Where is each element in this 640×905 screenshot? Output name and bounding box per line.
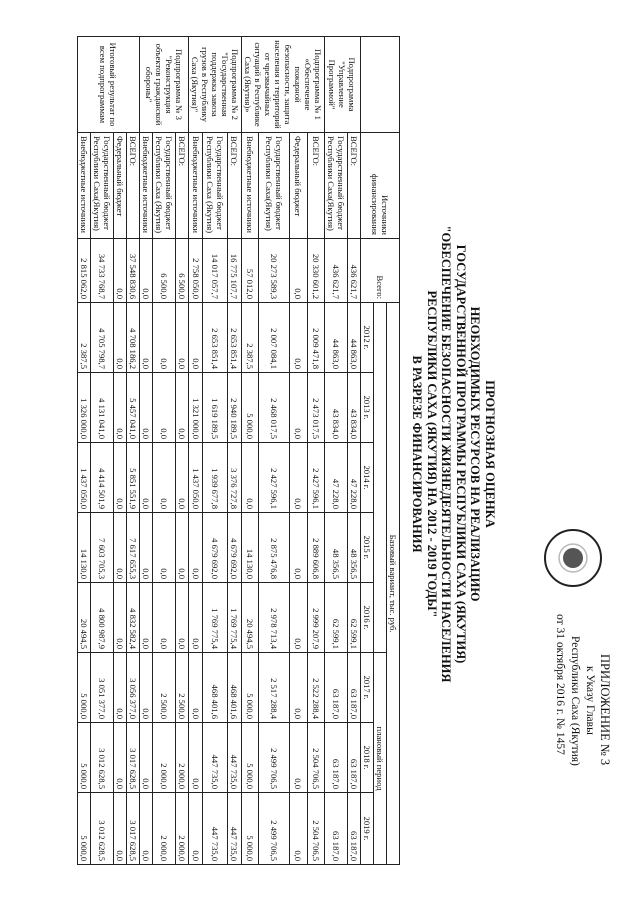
year-value-cell: 0,0 xyxy=(189,513,203,583)
year-value-cell: 0,0 xyxy=(140,373,153,443)
year-value-cell: 2 517 288,4 xyxy=(259,653,290,723)
total-value-cell: 0,0 xyxy=(140,239,153,303)
year-value-cell: 5 000,0 xyxy=(242,793,259,865)
table-row xyxy=(127,37,140,865)
total-value-cell: 14 017 057,7 xyxy=(203,239,228,303)
year-value-cell: 0,0 xyxy=(189,303,203,373)
year-value-cell: 48 356,5 xyxy=(325,513,348,583)
year-value-cell: 0,0 xyxy=(176,443,189,513)
title-line: ПРОГНОЗНАЯ ОЦЕНКА xyxy=(483,380,497,528)
header-total: Всего: xyxy=(361,239,400,303)
table-row xyxy=(176,37,189,865)
year-value-cell: 447 735,0 xyxy=(227,793,241,865)
year-value-cell: 0,0 xyxy=(242,443,259,513)
year-value-cell: 0,0 xyxy=(176,513,189,583)
year-value-cell: 1 326 000,0 xyxy=(78,373,91,443)
year-value-cell: 2 009 471,8 xyxy=(307,303,324,373)
source-cell: Внебюджетные источники xyxy=(242,133,259,239)
year-value-cell: 2 427 596,1 xyxy=(307,443,324,513)
header-period: плановый период xyxy=(374,653,387,865)
year-value-cell: 2 999 207,9 xyxy=(307,583,324,653)
table-row xyxy=(140,37,153,865)
year-value-cell: 0,0 xyxy=(176,303,189,373)
program-name: Подпрограмма № 3 "Реконструкция объектов гражданской обороны" xyxy=(140,37,189,133)
year-header: 2017 г. xyxy=(361,653,374,723)
source-cell: Государственный бюджет Республики Саха(Якутия) xyxy=(259,133,290,239)
year-value-cell: 2 978 713,4 xyxy=(259,583,290,653)
year-value-cell: 0,0 xyxy=(114,513,127,583)
title-line: "ОБЕСПЕЧЕНИЕ БЕЗОПАСНОСТИ ЖИЗНЕДЕЯТЕЛЬНОСТИ НАСЕЛЕНИЯ xyxy=(439,225,454,683)
year-value-cell: 43 834,0 xyxy=(325,373,348,443)
total-value-cell: 0,0 xyxy=(114,239,127,303)
table-row xyxy=(242,37,259,865)
year-value-cell: 14 130,0 xyxy=(242,513,259,583)
year-value-cell: 468 401,6 xyxy=(227,653,241,723)
year-value-cell: 2 000,0 xyxy=(153,723,176,793)
program-name: Подпрограмма "Управление Программой" xyxy=(325,37,361,133)
year-value-cell: 47 228,0 xyxy=(348,443,361,513)
year-value-cell: 0,0 xyxy=(114,793,127,865)
attachment-block xyxy=(552,614,612,874)
year-value-cell: 468 401,6 xyxy=(203,653,228,723)
title-line: РЕСПУБЛИКИ САХА (ЯКУТИЯ) НА 2012 - 2019 ГОДЫ" xyxy=(425,290,439,618)
year-value-cell: 0,0 xyxy=(290,513,307,583)
year-value-cell: 0,0 xyxy=(153,443,176,513)
year-value-cell: 44 863,0 xyxy=(325,303,348,373)
source-cell: Федеральный бюджет xyxy=(290,133,307,239)
source-cell: Внебюджетные источники xyxy=(78,133,91,239)
year-value-cell: 3 017 628,5 xyxy=(127,723,140,793)
year-value-cell: 2 940 189,5 xyxy=(227,373,241,443)
year-header: 2015 г. xyxy=(361,513,374,583)
year-value-cell: 5 000,0 xyxy=(242,373,259,443)
year-value-cell: 1 437 050,0 xyxy=(78,443,91,513)
source-cell: Государственный бюджет Республики Саха (Якутия) xyxy=(203,133,228,239)
year-value-cell: 1 321 000,0 xyxy=(189,373,203,443)
year-value-cell: 5 000,0 xyxy=(78,653,91,723)
table-row xyxy=(91,37,114,865)
year-value-cell: 0,0 xyxy=(140,583,153,653)
year-value-cell: 0,0 xyxy=(290,583,307,653)
table-row xyxy=(227,37,241,865)
year-value-cell: 47 228,0 xyxy=(325,443,348,513)
year-value-cell: 0,0 xyxy=(114,443,127,513)
year-value-cell: 2 000,0 xyxy=(153,793,176,865)
year-value-cell: 5 000,0 xyxy=(242,653,259,723)
year-value-cell: 0,0 xyxy=(140,723,153,793)
table-row xyxy=(307,37,324,865)
year-value-cell: 0,0 xyxy=(290,793,307,865)
year-value-cell: 0,0 xyxy=(114,583,127,653)
year-value-cell: 0,0 xyxy=(290,653,307,723)
header-blank xyxy=(361,37,400,133)
year-value-cell: 1 769 775,4 xyxy=(203,583,228,653)
year-value-cell: 447 735,0 xyxy=(203,793,228,865)
year-value-cell: 62 599,1 xyxy=(348,583,361,653)
year-value-cell: 3 017 628,5 xyxy=(127,793,140,865)
total-value-cell: 34 733 768,7 xyxy=(91,239,114,303)
year-value-cell: 7 603 705,3 xyxy=(91,513,114,583)
year-value-cell: 1 619 189,5 xyxy=(203,373,228,443)
year-header: 2019 г. xyxy=(361,793,374,865)
year-value-cell: 4 708 186,2 xyxy=(127,303,140,373)
attachment-line: от 31 октября 2016 г. № 1457 xyxy=(554,614,566,755)
year-value-cell: 1 437 050,0 xyxy=(189,443,203,513)
year-value-cell: 5 851 551,9 xyxy=(127,443,140,513)
year-value-cell: 2 427 596,1 xyxy=(259,443,290,513)
year-value-cell: 2 000,0 xyxy=(176,793,189,865)
total-value-cell: 6 500,0 xyxy=(176,239,189,303)
table-row xyxy=(259,37,290,865)
source-cell: Внебюджетные источники xyxy=(140,133,153,239)
year-value-cell: 1 769 775,4 xyxy=(227,583,241,653)
table-row xyxy=(325,37,348,865)
year-value-cell: 0,0 xyxy=(176,583,189,653)
document-title xyxy=(410,84,497,824)
year-value-cell: 2 499 706,5 xyxy=(259,793,290,865)
year-header: 2012 г. xyxy=(361,303,374,373)
year-value-cell: 0,0 xyxy=(114,653,127,723)
year-value-cell: 0,0 xyxy=(140,513,153,583)
year-value-cell: 0,0 xyxy=(189,723,203,793)
year-header: 2013 г. xyxy=(361,373,374,443)
table-row xyxy=(78,37,91,865)
year-value-cell: 2 504 706,5 xyxy=(307,793,324,865)
year-value-cell: 4 414 501,9 xyxy=(91,443,114,513)
total-value-cell: 436 621,7 xyxy=(325,239,348,303)
year-value-cell: 20 494,5 xyxy=(242,583,259,653)
table-row xyxy=(348,37,361,865)
year-value-cell: 2 387,5 xyxy=(78,303,91,373)
year-value-cell: 63 187,0 xyxy=(325,653,348,723)
title-line: ГОСУДАРСТВЕННОЙ ПРОГРАММЫ РЕСПУБЛИКИ САХА (ЯКУТИЯ) xyxy=(454,244,468,664)
financing-table xyxy=(77,36,400,865)
year-value-cell: 2 504 706,5 xyxy=(307,723,324,793)
year-value-cell: 0,0 xyxy=(140,793,153,865)
source-cell: ВСЕГО: xyxy=(227,133,241,239)
source-cell: Федеральный бюджет xyxy=(114,133,127,239)
year-value-cell: 0,0 xyxy=(114,303,127,373)
year-value-cell: 0,0 xyxy=(189,583,203,653)
year-value-cell: 3 012 628,5 xyxy=(91,793,114,865)
year-value-cell: 3 376 727,8 xyxy=(227,443,241,513)
year-value-cell: 0,0 xyxy=(290,443,307,513)
header-spacer xyxy=(374,303,387,653)
source-cell: Государственный бюджет Республики Саха(Якутия) xyxy=(91,133,114,239)
year-value-cell: 2 500,0 xyxy=(176,653,189,723)
year-value-cell: 0,0 xyxy=(176,373,189,443)
source-cell: Государственный бюджет Республики Саха (Якутия) xyxy=(153,133,176,239)
attachment-line: к Указу Главы xyxy=(584,666,596,735)
year-value-cell: 0,0 xyxy=(114,723,127,793)
attachment-heading: ПРИЛОЖЕНИЕ № 3 xyxy=(598,654,612,766)
total-value-cell: 20 330 601,2 xyxy=(307,239,324,303)
table-row xyxy=(189,37,203,865)
year-value-cell: 0,0 xyxy=(189,653,203,723)
total-value-cell: 2 815 062,0 xyxy=(78,239,91,303)
year-value-cell: 447 735,0 xyxy=(227,723,241,793)
year-value-cell: 2 889 606,8 xyxy=(307,513,324,583)
total-value-cell: 20 273 589,3 xyxy=(259,239,290,303)
year-value-cell: 48 356,5 xyxy=(348,513,361,583)
year-value-cell: 2 499 706,5 xyxy=(259,723,290,793)
official-seal-icon xyxy=(544,529,602,587)
year-value-cell: 3 056 377,0 xyxy=(127,653,140,723)
year-value-cell: 2 875 476,8 xyxy=(259,513,290,583)
year-value-cell: 0,0 xyxy=(140,443,153,513)
table-row xyxy=(203,37,228,865)
table-row xyxy=(153,37,176,865)
attachment-line: Республики Саха (Якутия) xyxy=(569,636,581,766)
year-value-cell: 63 187,0 xyxy=(348,653,361,723)
table-row xyxy=(114,37,127,865)
year-value-cell: 5 457 041,0 xyxy=(127,373,140,443)
total-value-cell: 57 012,0 xyxy=(242,239,259,303)
total-value-cell: 436 621,7 xyxy=(348,239,361,303)
table-row xyxy=(290,37,307,865)
year-value-cell: 2 387,5 xyxy=(242,303,259,373)
total-value-cell: 16 775 107,7 xyxy=(227,239,241,303)
year-value-cell: 2 468 017,5 xyxy=(259,373,290,443)
year-value-cell: 4 131 041,0 xyxy=(91,373,114,443)
year-value-cell: 20 494,5 xyxy=(78,583,91,653)
year-value-cell: 4 800 987,9 xyxy=(91,583,114,653)
year-value-cell: 4 679 692,0 xyxy=(227,513,241,583)
program-name: Итоговый результат по всем подпрограммам xyxy=(78,37,140,133)
program-name: Подпрограмма № 2 "Государственная поддержка завоза грузов в Республику Саха (Якутия)" xyxy=(189,37,242,133)
year-value-cell: 7 617 655,3 xyxy=(127,513,140,583)
year-value-cell: 0,0 xyxy=(140,653,153,723)
title-line: НЕОБХОДИМЫХ РЕСУРСОВ НА РЕАЛИЗАЦИЮ xyxy=(468,306,483,602)
year-value-cell: 5 000,0 xyxy=(78,793,91,865)
source-cell: ВСЕГО: xyxy=(127,133,140,239)
title-line: В РАЗРЕЗЕ ФИНАНСИРОВАНИЯ xyxy=(410,355,425,553)
year-value-cell: 2 000,0 xyxy=(176,723,189,793)
year-value-cell: 2 473 017,5 xyxy=(307,373,324,443)
year-value-cell: 2 500,0 xyxy=(153,653,176,723)
year-value-cell: 5 000,0 xyxy=(78,723,91,793)
year-value-cell: 4 832 582,4 xyxy=(127,583,140,653)
year-value-cell: 4 705 798,7 xyxy=(91,303,114,373)
year-value-cell: 0,0 xyxy=(290,373,307,443)
year-value-cell: 0,0 xyxy=(153,583,176,653)
total-value-cell: 0,0 xyxy=(290,239,307,303)
year-value-cell: 2 522 288,4 xyxy=(307,653,324,723)
year-header: 2014 г. xyxy=(361,443,374,513)
program-name: Подпрограмма № 1 «Обеспечение пожарной безопасности, защита населения и территорий от чрезвычайных ситуаций в Республике Саха (Якутия)» xyxy=(242,37,325,133)
total-value-cell: 37 548 830,6 xyxy=(127,239,140,303)
year-value-cell: 44 863,0 xyxy=(348,303,361,373)
year-value-cell: 63 187,0 xyxy=(348,793,361,865)
header-source: Источники финансирования xyxy=(361,133,400,239)
header-variant: Базовый вариант, тыс. руб. xyxy=(387,303,400,865)
year-value-cell: 3 051 377,0 xyxy=(91,653,114,723)
year-value-cell: 1 939 677,8 xyxy=(203,443,228,513)
total-value-cell: 2 758 050,0 xyxy=(189,239,203,303)
total-value-cell: 6 500,0 xyxy=(153,239,176,303)
year-value-cell: 43 834,0 xyxy=(348,373,361,443)
year-value-cell: 2 653 851,4 xyxy=(227,303,241,373)
year-value-cell: 63 187,0 xyxy=(348,723,361,793)
source-cell: ВСЕГО: xyxy=(348,133,361,239)
year-value-cell: 0,0 xyxy=(140,303,153,373)
year-value-cell: 0,0 xyxy=(153,303,176,373)
year-value-cell: 4 679 692,0 xyxy=(203,513,228,583)
year-value-cell: 2 653 851,4 xyxy=(203,303,228,373)
source-cell: ВСЕГО: xyxy=(307,133,324,239)
source-cell: Государственный бюджет Республики Саха(Якутия) xyxy=(325,133,348,239)
year-value-cell: 14 130,0 xyxy=(78,513,91,583)
year-value-cell: 0,0 xyxy=(189,793,203,865)
year-value-cell: 3 012 628,5 xyxy=(91,723,114,793)
year-value-cell: 0,0 xyxy=(290,723,307,793)
year-header: 2016 г. xyxy=(361,583,374,653)
document-page xyxy=(52,14,612,884)
source-cell: Внебюджетные источники xyxy=(189,133,203,239)
year-value-cell: 2 007 084,1 xyxy=(259,303,290,373)
year-value-cell: 62 599,1 xyxy=(325,583,348,653)
year-value-cell: 63 187,0 xyxy=(325,723,348,793)
year-header: 2018 г. xyxy=(361,723,374,793)
year-value-cell: 447 735,0 xyxy=(203,723,228,793)
year-value-cell: 63 187,0 xyxy=(325,793,348,865)
year-value-cell: 0,0 xyxy=(153,513,176,583)
year-value-cell: 0,0 xyxy=(290,303,307,373)
year-value-cell: 0,0 xyxy=(153,373,176,443)
year-value-cell: 5 000,0 xyxy=(242,723,259,793)
source-cell: ВСЕГО: xyxy=(176,133,189,239)
year-value-cell: 0,0 xyxy=(114,373,127,443)
